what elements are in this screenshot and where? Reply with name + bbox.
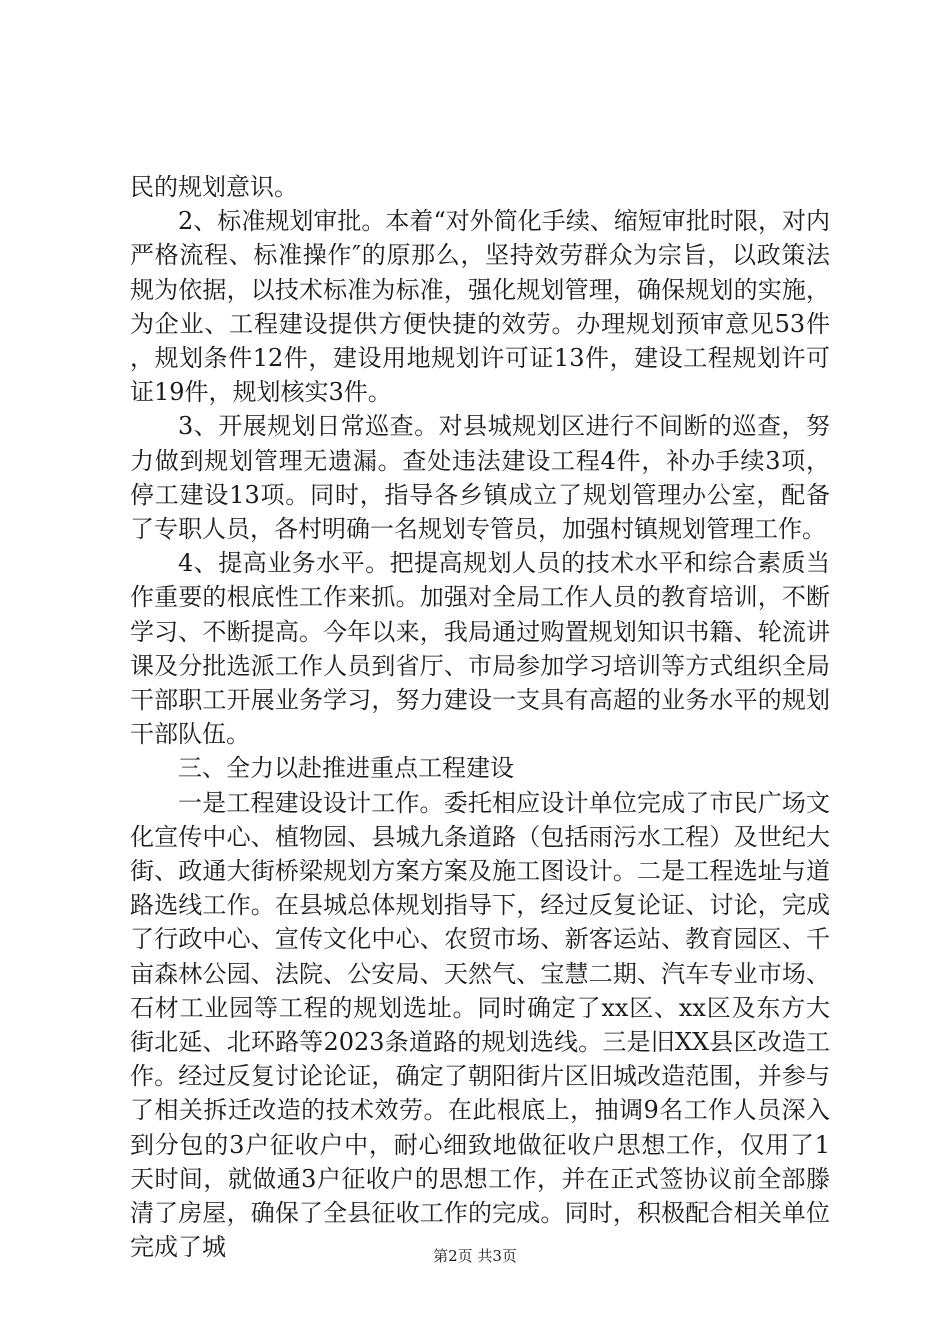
paragraph-business-level: 4、提高业务水平。把提高规划人员的技术水平和综合素质当作重要的根底性工作来抓。加强对全局工作人员的教育培训，不断学习、不断提高。今年以来，我局通过购置规划知识书籍、轮流讲课及分批选派工作人员到省厅、市局参加学习培训等方式组织全局干部职工开展业务学习，努力建设一支具有高超的业务水平的规划干部队伍。 [130, 549, 830, 749]
document-body [130, 170, 830, 1265]
paragraph-project-design: 一是工程建设设计工作。委托相应设计单位完成了市民广场文化宣传中心、植物园、县城九条道路（包括雨污水工程）及世纪大街、政通大街桥梁规划方案方案及施工图设计。二是工程选址与道路选线工作。在县城总体规划指导下，经过反复论证、讨论，完成了行政中心、宣传文化中心、农贸市场、新客运站、教育园区、千亩森林公园、法院、公安局、天然气、宝慧二期、汽车专业市场、石材工业园等工程的规划选址。同时确定了xx区、xx区及东方大街北延、北环路等2023条道路的规划选线。三是旧XX县区改造工作。经过反复讨论论证，确定了朝阳街片区旧城改造范围，并参与了相关拆迁改造的技术效劳。在此根底上，抽调9名工作人员深入到分包的3户征收户中，耐心细致地做征收户思想工作，仅用了1天时间，就做通3户征收户的思想工作，并在正式签协议前全部滕清了房屋，确保了全县征收工作的完成。同时，积极配合相关单位完成了城 [130, 788, 830, 1262]
paragraph-standard-approval: 2、标准规划审批。本着“对外简化手续、缩短审批时限，对内严格流程、标准操作″的原那么，坚持效劳群众为宗旨，以政策法规为依据，以技术标准为标准，强化规划管理，确保规划的实施，为企业、工程建设提供方便快捷的效劳。办理规划预审意见53件，规划条件12件，建设用地规划许可证13件，建设工程规划许可证19件，规划核实3件。 [130, 207, 830, 407]
paragraph-continuation: 民的规划意识。 [130, 173, 298, 201]
page-footer: 第2页 共3页 [433, 1247, 517, 1265]
paragraph-daily-inspection: 3、开展规划日常巡查。对县城规划区进行不间断的巡查，努力做到规划管理无遗漏。查处违法建设工程4件，补办手续3项，停工建设13项。同时，指导各乡镇成立了规划管理办公室，配备了专职人员，各村明确一名规划专管员，加强村镇规划管理工作。 [130, 412, 830, 544]
section-heading-key-projects: 三、全力以赴推进重点工程建设 [178, 754, 514, 783]
